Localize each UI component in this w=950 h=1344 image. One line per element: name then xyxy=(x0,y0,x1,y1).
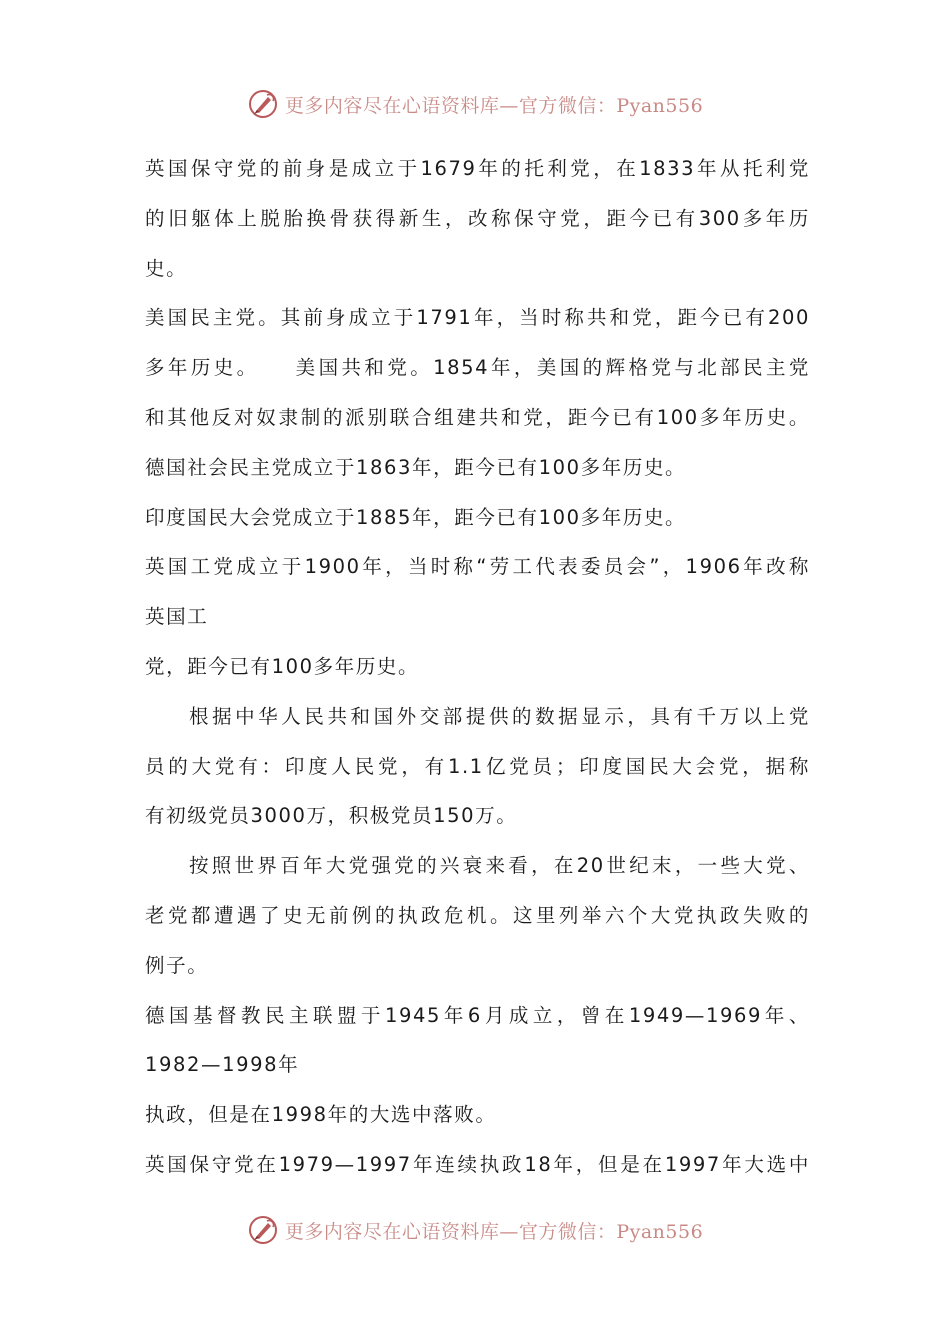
body-line: 英国保守党在1979—1997年连续执政18年，但是在1997年大选中 xyxy=(145,1152,810,1176)
pen-logo-icon xyxy=(247,1214,279,1246)
body-line: 和其他反对奴隶制的派别联合组建共和党，距今已有100多年历史。 xyxy=(145,405,810,429)
body-line: 的旧躯体上脱胎换骨获得新生，改称保守党，距今已有300多年历 xyxy=(145,206,810,230)
body-line: 英国工党成立于1900年，当时称“劳工代表委员会”，1906年改称 xyxy=(145,555,810,579)
body-line: 美国民主党。其前身成立于1791年，当时称共和党，距今已有200 xyxy=(145,306,810,330)
body-line: 多年历史。 美国共和党。1854年，美国的辉格党与北部民主党 xyxy=(145,356,810,380)
body-line: 英国工 xyxy=(145,605,209,629)
body-line: 史。 xyxy=(145,256,188,280)
body-line: 老党都遭遇了史无前例的执政危机。这里列举六个大党执政失败的 xyxy=(145,903,810,927)
body-line: 执政，但是在1998年的大选中落败。 xyxy=(145,1103,497,1127)
header-banner-text: 更多内容尽在心语资料库—官方微信：Pyan556 xyxy=(284,94,704,117)
body-line: 印度国民大会党成立于1885年，距今已有100多年历史。 xyxy=(145,505,687,529)
body-line: 员的大党有：印度人民党，有1.1亿党员；印度国民大会党，据称 xyxy=(145,754,810,778)
body-line: 英国保守党的前身是成立于1679年的托利党，在1833年从托利党 xyxy=(145,157,810,180)
body-line: 例子。 xyxy=(145,953,209,977)
body-line: 德国社会民主党成立于1863年，距今已有100多年历史。 xyxy=(145,455,687,479)
document-body xyxy=(145,144,810,1190)
pen-logo-icon xyxy=(247,88,279,120)
body-line: 1982—1998年 xyxy=(145,1053,300,1077)
footer-banner xyxy=(0,1210,950,1250)
body-line: 按照世界百年大党强党的兴衰来看，在20世纪末，一些大党、 xyxy=(189,854,810,878)
body-line: 德国基督教民主联盟于1945年6月成立，曾在1949—1969年、 xyxy=(145,1003,810,1027)
footer-banner-text: 更多内容尽在心语资料库—官方微信：Pyan556 xyxy=(284,1220,704,1243)
header-banner xyxy=(0,84,950,124)
body-line: 党，距今已有100多年历史。 xyxy=(145,654,420,678)
body-line: 根据中华人民共和国外交部提供的数据显示，具有千万以上党 xyxy=(189,704,810,728)
body-line: 有初级党员3000万，积极党员150万。 xyxy=(145,804,518,828)
